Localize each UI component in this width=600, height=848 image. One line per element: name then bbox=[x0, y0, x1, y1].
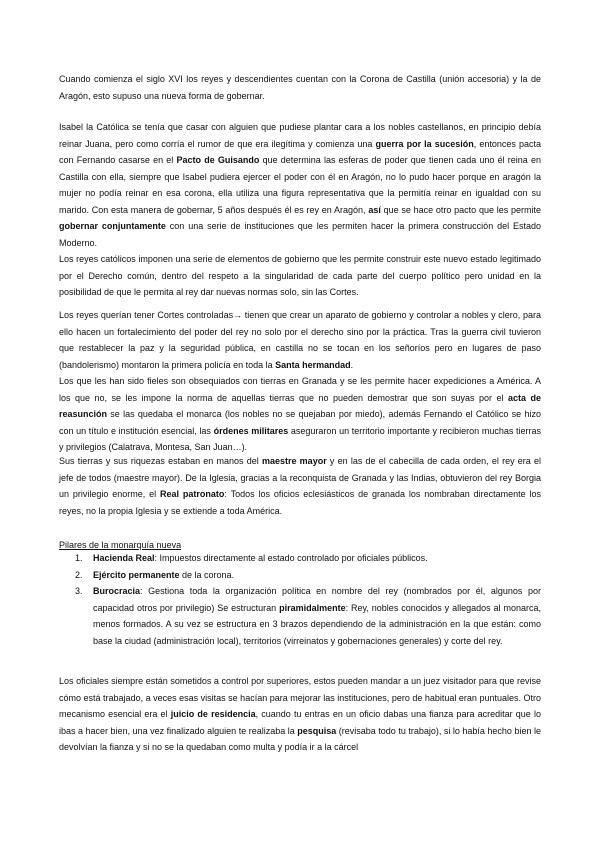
bold-term: Burocracia bbox=[93, 586, 141, 596]
list-number: 3. bbox=[75, 586, 83, 596]
text-run: con una serie de instituciones que les permiten hacer la primera construcción del Estado Moderno. bbox=[59, 221, 541, 248]
pillars-list bbox=[59, 550, 541, 649]
bold-term: Pacto de Guisando bbox=[176, 155, 260, 165]
paragraph-cortes bbox=[59, 307, 541, 456]
text-run: : Gestiona toda la organización política en nombre del rey (nombrados por él, algunos por capacidad otros por privilegio) Se estructuran bbox=[93, 586, 541, 613]
text-run: : Todos los oficios eclesiásticos de granada los nombraban directamente los reyes, no la propia Iglesia y se extiende a toda América. bbox=[59, 489, 541, 516]
intro-text: Cuando comienza el siglo XVI los reyes y descendientes cuentan con la Corona de Castilla (unión accesoria) y la de Aragón, esto supuso una nueva forma de gobernar. bbox=[59, 74, 541, 101]
bold-term: gobernar conjuntamente bbox=[59, 221, 166, 231]
bold-term: Santa hermandad bbox=[275, 359, 351, 370]
list-item bbox=[59, 550, 541, 567]
bold-term: Hacienda Real bbox=[93, 553, 155, 563]
paragraph-intro bbox=[59, 71, 541, 104]
text-run: Los reyes querían tener Cortes controladas→ tienen que crear un aparato de gobierno y controlar a nobles y clero, para ello hacen un fortalecimiento del poder del rey no solo por el derecho sino por la práctica. Tras la guerra civil tuvieron que restablecer la paz y la seguridad pública, en castilla no se tocan en los señoríos pero en lugares de paso (bandolerismo) montaron la primera policía en toda la bbox=[59, 310, 541, 370]
bold-term: guerra por la sucesión bbox=[375, 138, 474, 149]
text-run: , cuando tu entras en un oficio dabas una fianza para acreditar que lo ibas a hacer bien, una vez finalizado alguien te realizaba la bbox=[59, 709, 541, 736]
text-run: , entonces pacta con Fernando casarse en el bbox=[59, 138, 542, 165]
bold-term: así bbox=[368, 204, 381, 215]
text-run: . bbox=[350, 359, 354, 370]
paragraph-oficiales bbox=[59, 673, 541, 756]
bold-term: pesquisa bbox=[297, 725, 337, 736]
bold-term: Ejército permanente bbox=[93, 569, 180, 580]
text-run: : Rey, nobles conocidos y allegados al monarca, menos formados. A su vez se estructura en 3 brazos dependiendo de la administración en la que están: como base la ciudad (administración local), territorios (virreinatos y gobernaciones generales) y corte del rey. bbox=[93, 602, 541, 646]
bold-term: piramidalmente bbox=[279, 602, 346, 613]
text-run: Los que les han sido fieles son obsequiados con tierras en Granada y se les permite hacer expediciones a América. A los que no, se les impone la norma de aquellas tierras que no pueden demostrar que son suyas por el bbox=[59, 376, 541, 403]
bold-term: acta de reasunción bbox=[59, 392, 541, 419]
text-run: Sus tierras y sus riquezas estaban en manos del bbox=[59, 456, 262, 466]
text-run: : Impuestos directamente al estado controlado por oficiales públicos. bbox=[154, 553, 428, 563]
bold-term: órdenes militares bbox=[213, 425, 289, 436]
text-run: de la corona. bbox=[179, 569, 235, 580]
text-run: Los oficiales siempre están sometidos a control por superiores, estos pueden mandar a un juez visitador para que revise cómo está trabajado, a veces esas visitas se hacían para mejorar las instituciones, pero de habitual eran puntuales. Otro mecanismo esencial era el bbox=[59, 676, 541, 719]
text-run: aseguraron un territorio importante y recibieron muchas tierras y privilegios (Calatrava, Montesa, San Juan…). bbox=[59, 425, 541, 452]
paragraph-isabel bbox=[59, 119, 541, 301]
text-run: se las quedaba el monarca (los nobles no se quejaban por miedo), además Fernando el Católico se hizo con un título e institución esencial, las bbox=[59, 409, 541, 436]
list-number: 2. bbox=[75, 569, 83, 580]
list-item bbox=[59, 583, 541, 649]
text-run: Los reyes católicos imponen una serie de elementos de gobierno que les permite construir este nuevo estado legitimado por el Derecho común, dentro del respeto a la singularidad de cada parte del cuerpo político pero unidad en la posibilidad de que le permita al rey dar nuevas normas solo, sin las Cortes. bbox=[59, 254, 541, 297]
section-heading: Pilares de la monarquía nueva bbox=[59, 540, 182, 550]
text-run: y en las de el cabecilla de cada orden, el rey era el jefe de todos (maestre mayor). De la Iglesia, gracias a la reconquista de Granada y las Indias, obtuvieron del rey Borgia un privilegio enorme, el bbox=[59, 456, 541, 499]
text-run: Isabel la Católica se tenía que casar con alguien que pudiese plantar cara a los nobles castellanos, en principio debía reinar Juana, pero como corría el rumor de que era ilegítima y comienza una bbox=[59, 122, 541, 149]
text-run: (revisaba todo tu trabajo), si lo había hecho bien le devolvían la fianza y si no se la quedaban como multa y podía ir a la cárcel bbox=[59, 725, 541, 752]
bold-term: maestre mayor bbox=[261, 456, 327, 466]
paragraph-tierras bbox=[59, 453, 541, 519]
bold-term: Real patronato bbox=[160, 489, 225, 499]
list-number: 1. bbox=[75, 553, 83, 563]
list-item bbox=[59, 567, 541, 584]
bold-term: juicio de residencia bbox=[170, 709, 256, 719]
text-run: que se hace otro pacto que les permite bbox=[380, 204, 541, 215]
text-run: que determina las esferas de poder que tienen cada uno él reina en Castilla con ella, siempre que Isabel pudiera ejercer el poder con él en Aragón, no lo pudo hacer porque en aragón la mujer no podía reinar en esa corona, ella utiliza una figura representativa que la permitía reinar en igualdad con su marido. Con esta manera de gobernar, 5 años después él es rey en Aragón, bbox=[59, 155, 541, 215]
